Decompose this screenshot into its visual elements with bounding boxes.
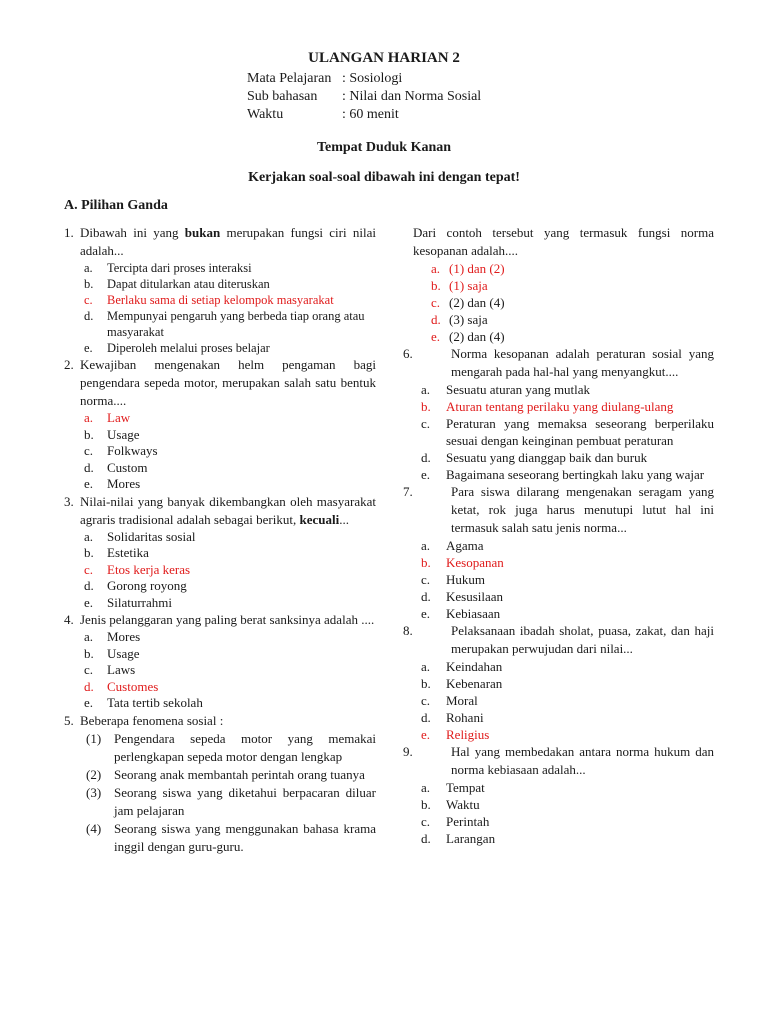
seat-label: Tempat Duduk Kanan [316, 140, 452, 155]
phenomenon: (1) Pengendara sepeda motor yang memakai perlengkapan sepeda motor dengan lengkap [86, 730, 376, 764]
instruction: Kerjakan soal-soal dibawah ini dengan tepat! [248, 170, 520, 185]
option-answer: b. (1) saja [431, 278, 488, 293]
option: d. (3) saja [431, 312, 488, 327]
option: b. Waktu [421, 797, 480, 812]
option: d. Rohani [421, 710, 484, 725]
phenomenon: (4) Seorang siswa yang menggunakan bahasa krama inggil dengan guru-guru. [86, 820, 376, 854]
option: c. Moral [421, 693, 478, 708]
options-6 [421, 381, 714, 483]
meta-value: : 60 menit [342, 107, 399, 122]
option: a. Tempat [421, 780, 485, 795]
option: a. Agama [421, 538, 484, 553]
option-answer: a. (1) dan (2) [431, 261, 505, 276]
options-9 [421, 779, 714, 847]
question-4: 4. Jenis pelanggaran yang paling berat sanksinya adalah .... [64, 612, 375, 627]
options-2 [84, 410, 376, 493]
option: a. Tercipta dari proses interaksi [84, 261, 252, 275]
section-heading: A. Pilihan Ganda [64, 198, 168, 213]
option: e. Diperoleh melalui proses belajar [84, 341, 270, 355]
option-answer: e. Religius [421, 727, 490, 742]
options-4 [84, 629, 376, 712]
meta-value: : Nilai dan Norma Sosial [342, 89, 482, 104]
options-5 [431, 260, 714, 345]
option: a. Sesuatu aturan yang mutlak [421, 382, 591, 397]
option: d. Kesusilaan [421, 589, 504, 604]
option: c. Laws [84, 662, 136, 677]
question-2: 2. Kewajiban mengenakan helm pengaman bagi pengendara sepeda motor, merupakan salah satu bentuk norma.... [64, 357, 376, 408]
question-7: 7. Para siswa dilarang mengenakan seragam yang ketat, rok juga harus menutupi lutut hal ini termasuk salah satu jenis norma... [403, 484, 714, 535]
option-answer: c. Berlaku sama di setiap kelompok masyarakat [84, 293, 334, 307]
question-5-continued: Dari contoh tersebut yang termasuk fungsi norma kesopanan adalah.... [413, 225, 714, 258]
exam-meta [247, 70, 481, 124]
option: e. Tata tertib sekolah [84, 695, 203, 710]
question-9: 9. Hal yang membedakan antara norma hukum dan norma kebiasaan adalah... [403, 744, 714, 777]
option: a. Mores [84, 629, 141, 644]
options-1 [84, 260, 376, 356]
option-answer: d. Customes [84, 678, 159, 694]
option-answer: b. Aturan tentang perilaku yang diulang-ulang [421, 399, 674, 414]
option: c. Peraturan yang memaksa seseorang berperilaku sesuai dengan keinginan pembuat peraturan [421, 416, 714, 448]
option: b. Kebenaran [421, 676, 503, 691]
option: d. Mempunyai pengaruh yang berbeda tiap orang atau masyarakat [84, 309, 365, 339]
question-5: 5. Beberapa fenomena sosial : [64, 712, 224, 728]
option-answer: b. Kesopanan [421, 555, 504, 570]
left-column [64, 224, 376, 856]
option-answer: c. Etos kerja keras [84, 561, 191, 577]
options-3 [84, 529, 376, 612]
question-6: 6. Norma kesopanan adalah peraturan sosial yang mengarah pada hal-hal yang menyangkut.... [403, 346, 714, 379]
option: c. Folkways [84, 443, 158, 458]
option-answer: a. Law [84, 410, 131, 425]
option: b. Dapat ditularkan atau diteruskan [84, 277, 270, 291]
option: d. Custom [84, 459, 148, 475]
option: a. Keindahan [421, 659, 503, 674]
option: b. Estetika [84, 545, 149, 560]
option: c. Perintah [421, 814, 490, 829]
option: e. Mores [84, 476, 141, 491]
option: d. Larangan [421, 831, 496, 846]
question-1: 1. Dibawah ini yang bukan merupakan fungsi ciri nilai adalah... [64, 225, 376, 258]
options-7 [421, 537, 714, 622]
option: d. Gorong royong [84, 578, 187, 593]
option: d. Sesuatu yang dianggap baik dan buruk [421, 450, 648, 465]
meta-value: : Sosiologi [342, 71, 403, 86]
option: b. Usage [84, 426, 140, 442]
phenomena-list [64, 730, 376, 856]
option: c. (2) dan (4) [431, 295, 505, 310]
option: e. Kebiasaan [421, 606, 501, 621]
option: c. Hukum [421, 572, 485, 587]
right-column [403, 224, 714, 847]
option: e. Bagaimana seseorang bertingkah laku yang wajar [421, 467, 705, 482]
option: e. (2) dan (4) [431, 329, 505, 344]
option: a. Solidaritas sosial [84, 528, 196, 544]
page-title: ULANGAN HARIAN 2 [308, 50, 460, 66]
option: b. Usage [84, 645, 140, 661]
phenomenon: (3) Seorang siswa yang diketahui berpacaran diluar jam pelajaran [86, 784, 376, 818]
question-8: 8. Pelaksanaan ibadah sholat, puasa, zakat, dan haji merupakan perwujudan dari nilai... [403, 623, 714, 656]
meta-key: Mata Pelajaran [247, 71, 332, 86]
meta-key: Waktu [247, 107, 284, 122]
options-8 [421, 658, 714, 743]
question-3: 3. Nilai-nilai yang banyak dikembangkan oleh masyarakat agraris tradisional adalah sebagai berikut, kecuali... [64, 493, 376, 527]
option: e. Silaturrahmi [84, 594, 172, 610]
phenomenon: (2) Seorang anak membantah perintah orang tuanya [86, 766, 365, 782]
meta-key: Sub bahasan [247, 89, 318, 104]
